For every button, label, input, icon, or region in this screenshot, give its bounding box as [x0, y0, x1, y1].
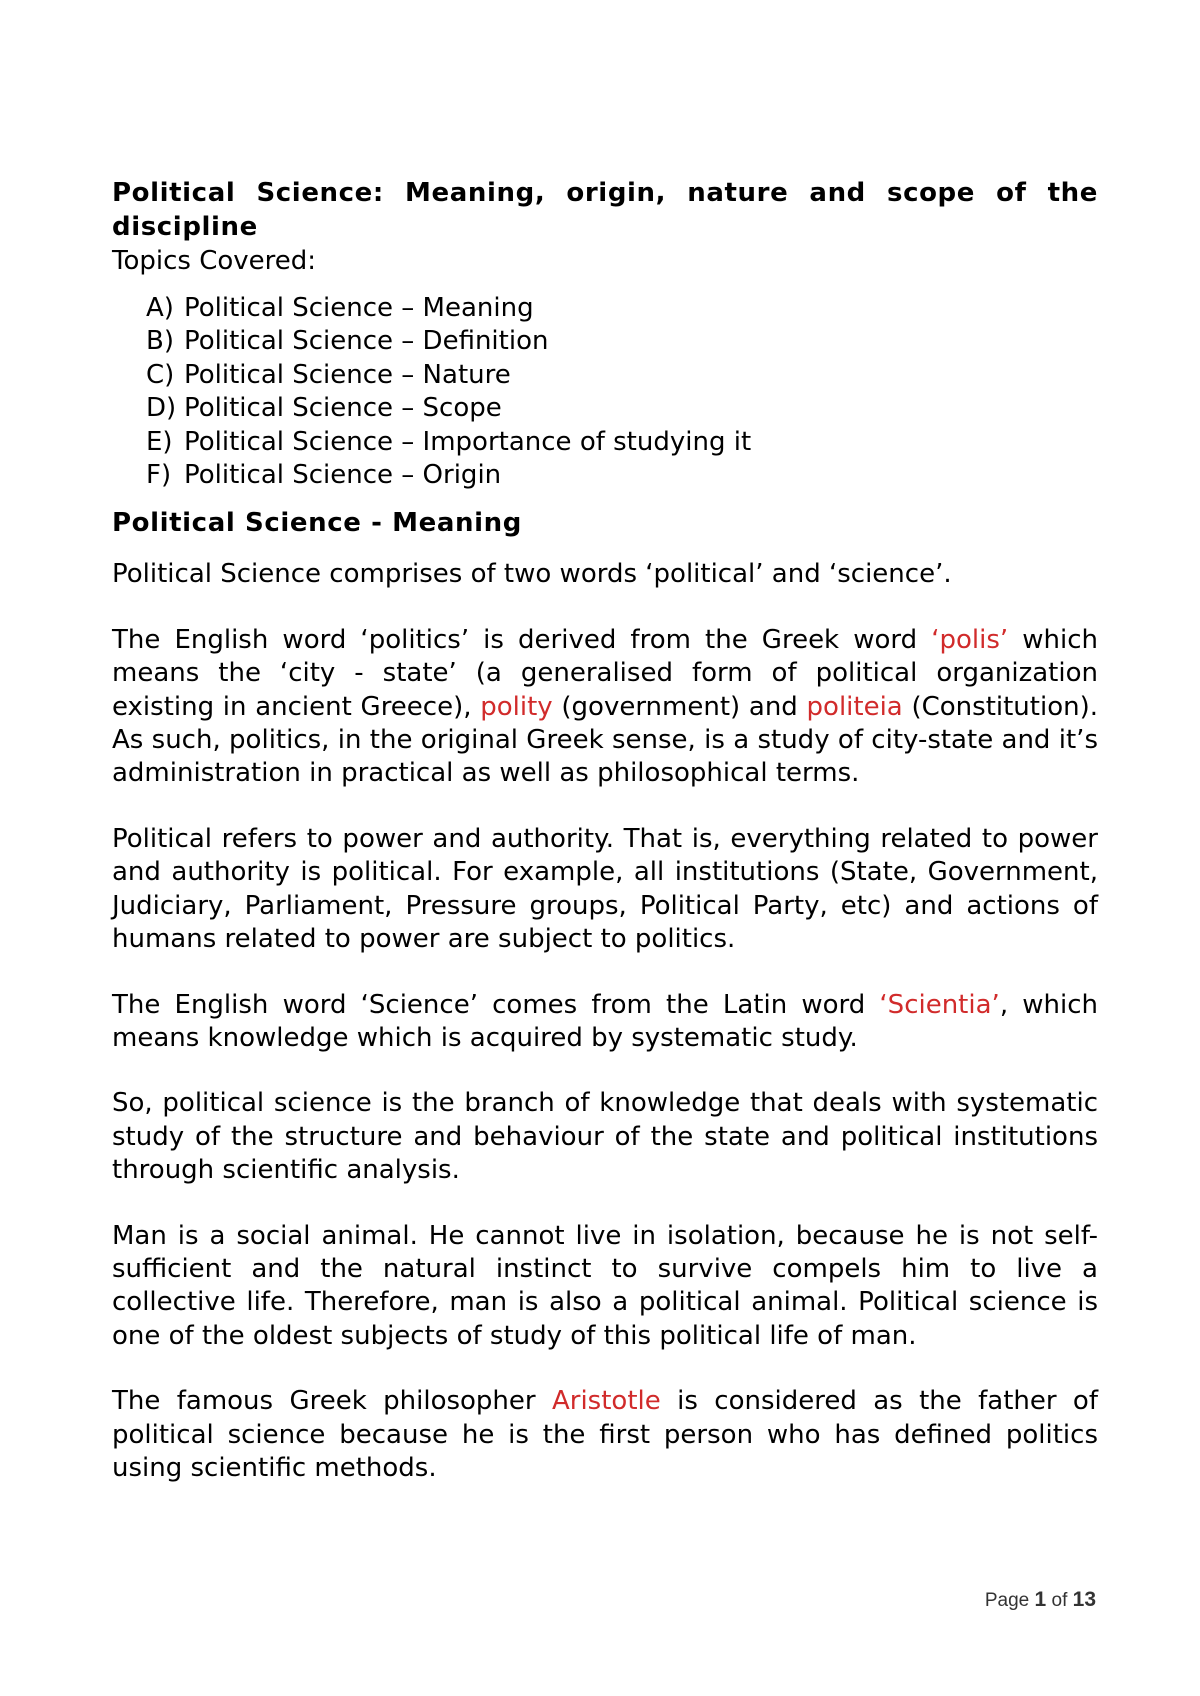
topic-text: Political Science – Origin	[184, 460, 502, 491]
page-number: 1	[1034, 1588, 1047, 1611]
topic-item	[146, 459, 1098, 492]
topic-text: Political Science – Meaning	[184, 293, 534, 323]
topic-item	[146, 325, 1098, 358]
paragraph-text: The famous Greek philosopher	[112, 1386, 552, 1417]
section-heading: Political Science - Meaning	[112, 508, 522, 539]
of-word: of	[1051, 1590, 1068, 1611]
paragraph-text: , which means knowledge which is acquired by systematic study.	[112, 989, 1098, 1053]
term-politeia: politeia	[806, 691, 903, 722]
topics-label: Topics Covered:	[112, 246, 317, 276]
topic-marker: E)	[146, 426, 173, 457]
paragraph-2	[112, 624, 1098, 791]
paragraph-1: Political Science comprises of two words ‘political’ and ‘science’.	[112, 559, 952, 590]
paragraph-text: which means the ‘city - state’ (a generalised form of political organization existing in ancient Greece),	[112, 624, 1098, 722]
paragraph-text: is considered as the father of political science because he is the first person who has defined politics using scientific methods.	[112, 1386, 1098, 1483]
topic-item	[146, 359, 1098, 392]
page-total: 13	[1072, 1588, 1096, 1611]
topic-text: Political Science – Importance of studying it	[184, 426, 752, 457]
topic-text: Political Science – Definition	[184, 326, 549, 357]
paragraph-text: (government) and	[552, 691, 807, 722]
topic-marker: A)	[146, 293, 174, 323]
paragraph-3: Political refers to power and authority. That is, everything related to power and authority is political. For example, all institutions (State, Government, Judiciary, Parliament, Pressure groups, Political Party, etc) and actions of humans related to power are subject to politics.	[112, 823, 1098, 955]
topic-text: Political Science – Scope	[184, 393, 502, 424]
paragraph-7	[112, 1385, 1098, 1485]
term-scientia: ‘Scientia’	[879, 989, 1000, 1020]
term-polis: ‘polis’	[931, 624, 1009, 655]
topic-marker: D)	[146, 393, 177, 424]
topic-marker: C)	[146, 359, 175, 390]
paragraph-text: The English word ‘politics’ is derived from the Greek word	[112, 624, 932, 655]
paragraph-6: Man is a social animal. He cannot live in isolation, because he is not self-sufficient and the natural instinct to survive compels him to live a collective life. Therefore, man is also a political animal. Political science is one of the oldest subjects of study of this political life of man.	[112, 1220, 1098, 1351]
paragraph-text: The English word ‘Science’ comes from the Latin word	[112, 989, 880, 1020]
topic-text: Political Science – Nature	[184, 359, 511, 390]
paragraph-5: So, political science is the branch of knowledge that deals with systematic study of the structure and behaviour of the state and political institutions through scientific analysis.	[112, 1088, 1098, 1186]
paragraph-4	[112, 989, 1098, 1056]
paragraph-text: (Constitution). As such, politics, in the original Greek sense, is a study of city-state and it’s administration in practical as well as philosophical terms.	[112, 691, 1098, 789]
document-title: Political Science: Meaning, origin, nature and scope of the discipline	[112, 178, 1098, 242]
term-polity: polity	[480, 691, 553, 722]
page-number-footer	[985, 1588, 1096, 1612]
topic-marker: B)	[146, 326, 174, 357]
topic-item	[146, 392, 1098, 425]
topic-item	[146, 292, 1098, 325]
topic-marker: F)	[146, 460, 172, 491]
term-aristotle: Aristotle	[551, 1386, 661, 1417]
topics-list	[146, 292, 1098, 492]
document-page	[112, 176, 1098, 1517]
page-word: Page	[984, 1590, 1030, 1611]
topic-item	[146, 426, 1098, 459]
